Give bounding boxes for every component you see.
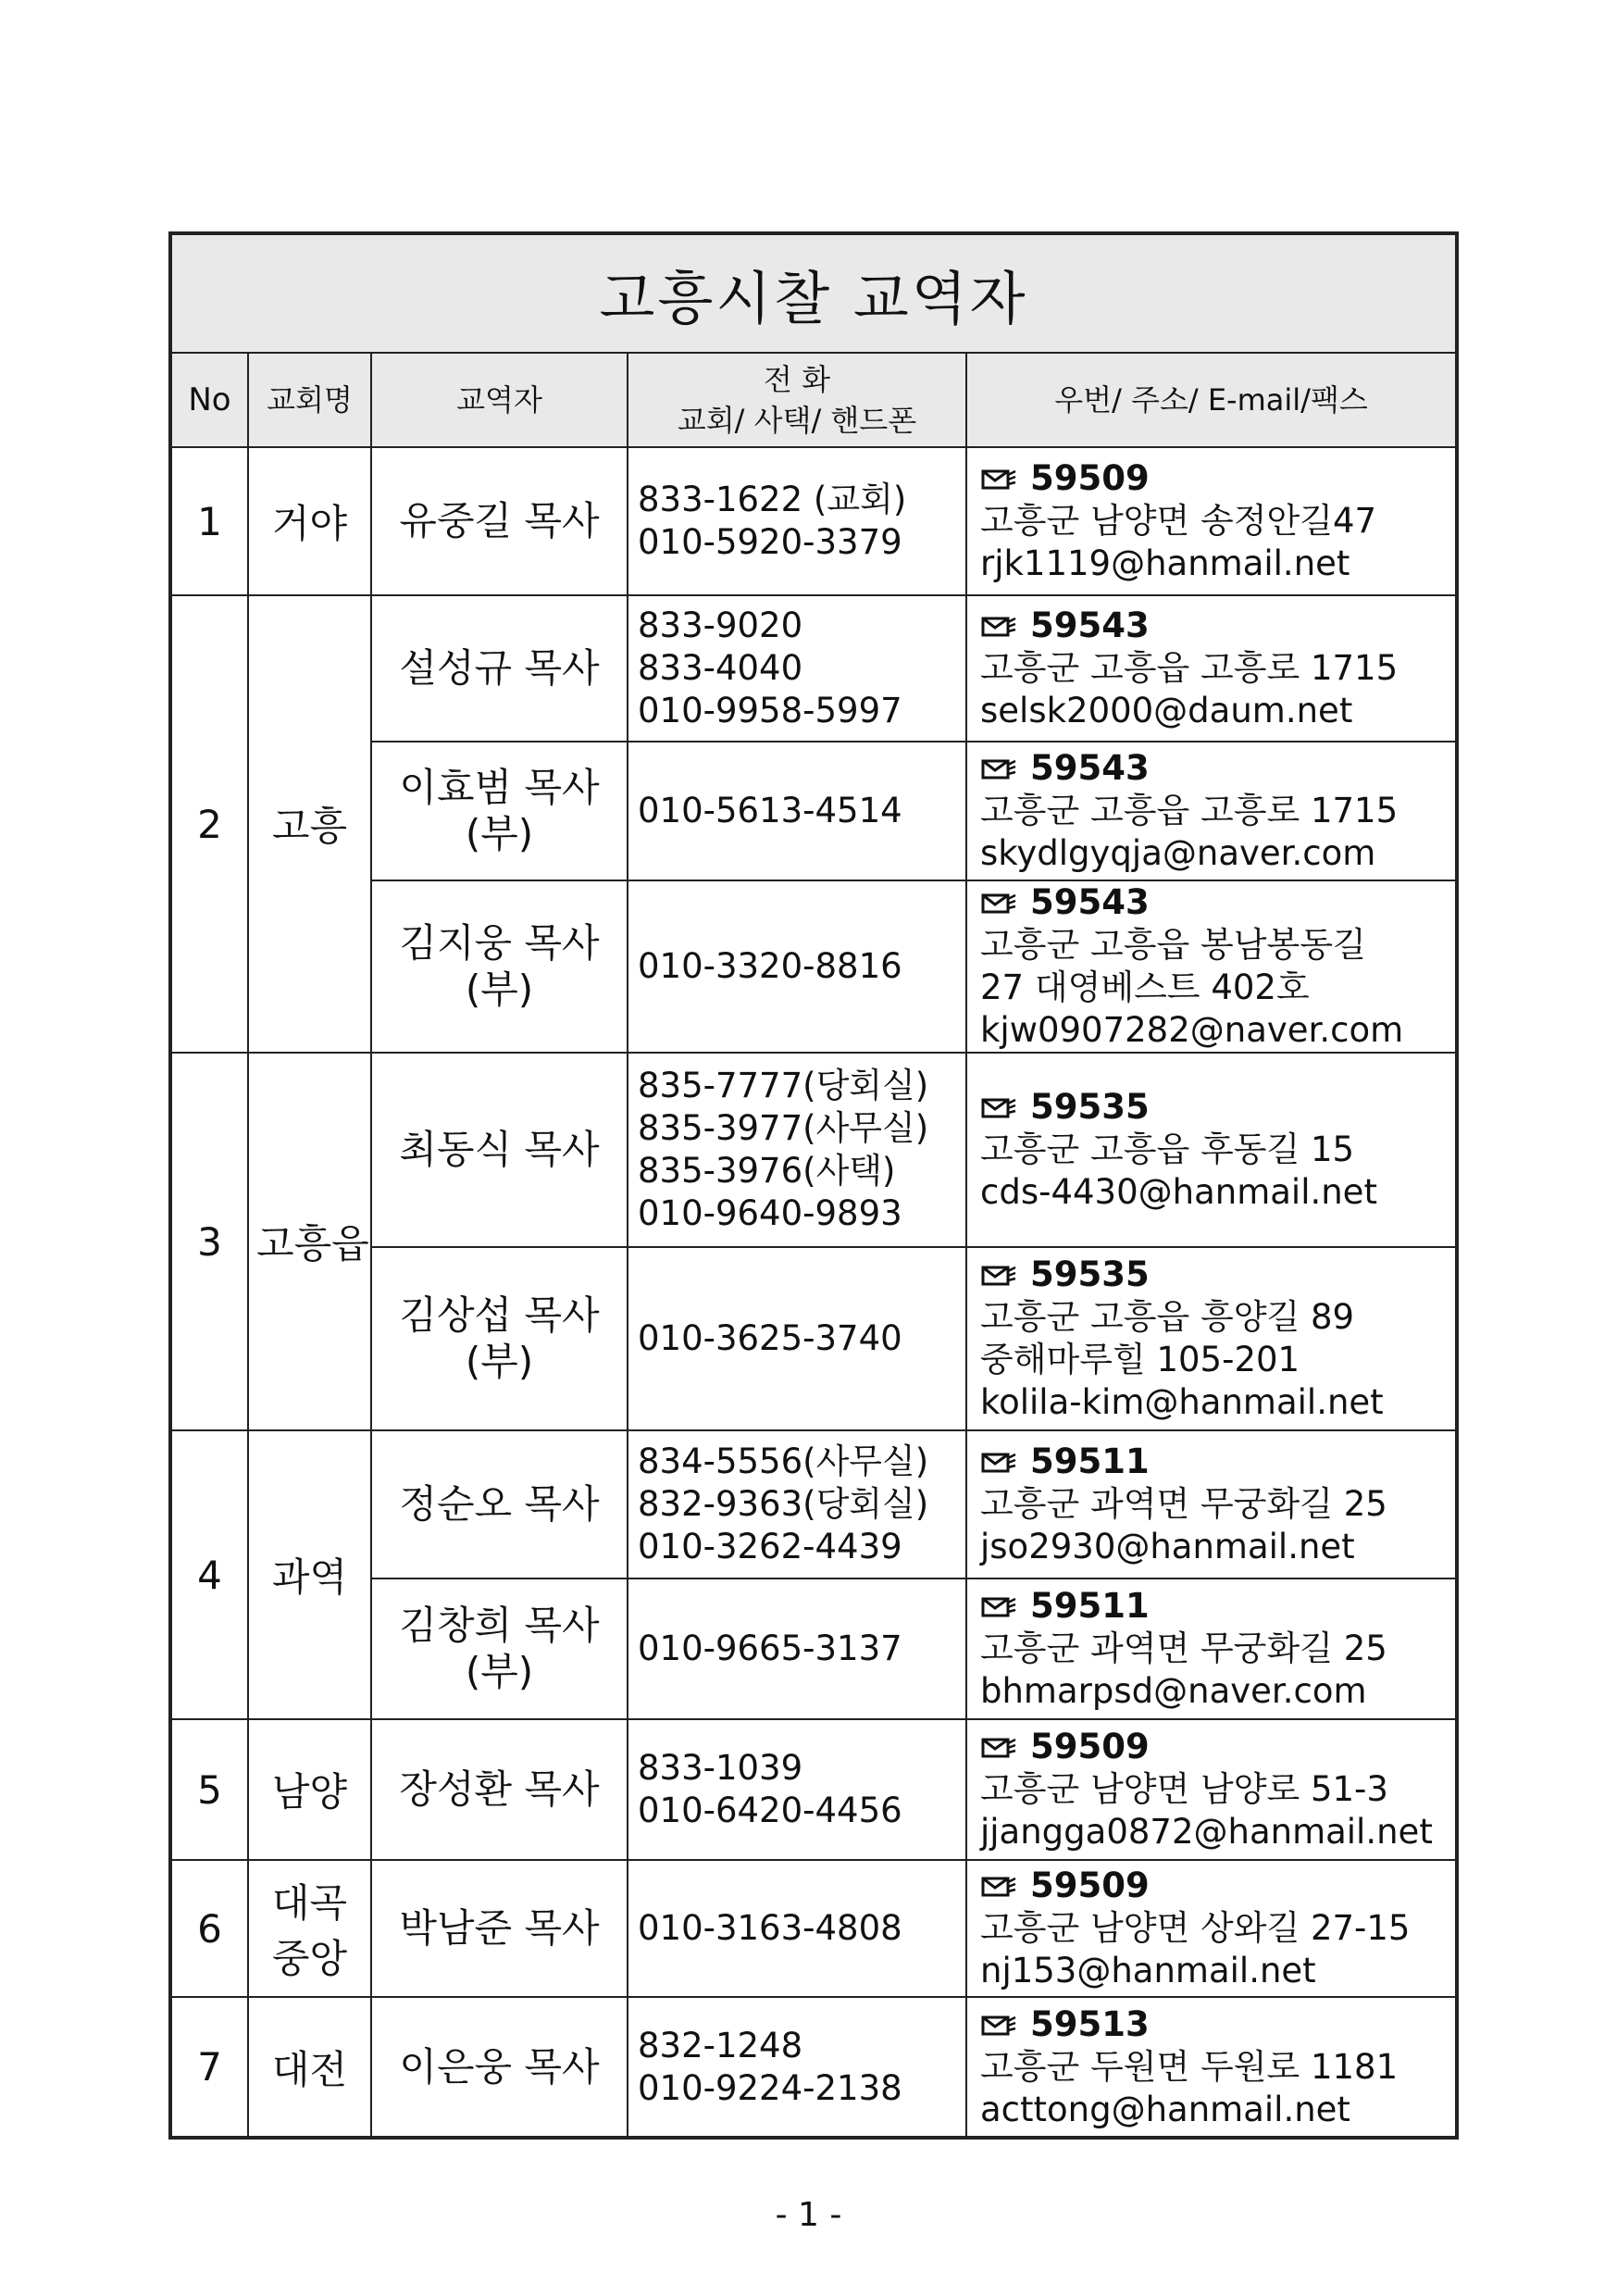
email-address: cds-4430@hanmail.net — [980, 1172, 1377, 1212]
mail-envelope-icon — [980, 615, 1017, 639]
cell-phone — [628, 1719, 966, 1860]
zip-code — [980, 1441, 1448, 1483]
zip-code — [980, 1585, 1448, 1628]
zip-code — [980, 747, 1448, 790]
cell-address — [966, 1719, 1457, 1860]
phone-number: 835-7777(당회실) — [638, 1066, 929, 1105]
zip-code-text: 59509 — [1030, 1727, 1150, 1766]
pastor-roster-table — [168, 231, 1459, 2140]
zip-code — [980, 1086, 1448, 1129]
zip-code-text: 59509 — [1030, 458, 1150, 498]
phone-number: 833-4040 — [638, 648, 803, 688]
cell-no: 3 — [170, 1053, 248, 1430]
email-address: jjangga0872@hanmail.net — [980, 1812, 1433, 1852]
table-row — [170, 595, 1457, 742]
header-church: 교회명 — [248, 353, 371, 447]
zip-code-text: 59509 — [1030, 1866, 1150, 1905]
mail-envelope-icon — [980, 757, 1017, 781]
phone-number: 010-3320-8816 — [638, 946, 902, 986]
cell-church — [248, 1719, 371, 1860]
cell-pastor — [371, 1430, 628, 1578]
phone-number: 835-3977(사무실) — [638, 1108, 929, 1148]
phone-number: 010-3163-4808 — [638, 1908, 902, 1948]
cell-pastor — [371, 742, 628, 880]
mail-envelope-icon — [980, 2014, 1017, 2038]
cell-pastor — [371, 880, 628, 1053]
zip-code — [980, 1726, 1448, 1768]
zip-code-text: 59511 — [1030, 1586, 1150, 1626]
address-line: 고흥군 고흥읍 흥양길 89 — [980, 1297, 1355, 1337]
cell-church — [248, 1053, 371, 1430]
table-row — [170, 1860, 1457, 1997]
cell-pastor — [371, 1860, 628, 1997]
cell-pastor — [371, 1997, 628, 2138]
address-line: 고흥군 과역면 무궁화길 25 — [980, 1628, 1387, 1668]
header-phone — [628, 353, 966, 447]
cell-pastor — [371, 447, 628, 595]
cell-phone — [628, 447, 966, 595]
email-address: selsk2000@daum.net — [980, 691, 1353, 730]
address-line: 고흥군 고흥읍 후동길 15 — [980, 1129, 1355, 1169]
phone-number: 833-1622 (교회) — [638, 480, 907, 519]
zip-code — [980, 605, 1448, 647]
email-address: bhmarpsd@naver.com — [980, 1671, 1367, 1711]
header-no: No — [170, 353, 248, 447]
pastor-name-line: 장성환 목사 — [399, 1766, 600, 1812]
mail-envelope-icon — [980, 892, 1017, 916]
cell-pastor — [371, 595, 628, 742]
cell-phone — [628, 1430, 966, 1578]
zip-code — [980, 2003, 1448, 2046]
email-address: jso2930@hanmail.net — [980, 1527, 1355, 1566]
phone-number: 010-9958-5997 — [638, 691, 902, 730]
cell-address — [966, 447, 1457, 595]
cell-phone — [628, 1860, 966, 1997]
table-title: 고흥시찰 교역자 — [170, 233, 1457, 353]
zip-code — [980, 1865, 1448, 1907]
pastor-name-line: (부) — [465, 1339, 534, 1384]
cell-no: 6 — [170, 1860, 248, 1997]
address-line: 고흥군 남양면 남양로 51-3 — [980, 1769, 1388, 1809]
cell-phone — [628, 742, 966, 880]
church-name-line: 고흥읍 — [256, 1221, 369, 1267]
church-name-line: 남양 — [271, 1769, 348, 1815]
cell-phone — [628, 880, 966, 1053]
cell-no: 4 — [170, 1430, 248, 1719]
pastor-name-line: 설성규 목사 — [399, 645, 600, 691]
zip-code-text: 59535 — [1030, 1087, 1150, 1127]
mail-envelope-icon — [980, 468, 1017, 492]
cell-address — [966, 742, 1457, 880]
mail-envelope-icon — [980, 1096, 1017, 1120]
phone-number: 010-6420-4456 — [638, 1791, 902, 1830]
cell-no: 5 — [170, 1719, 248, 1860]
address-line: 고흥군 고흥읍 고흥로 1715 — [980, 791, 1399, 830]
cell-phone — [628, 595, 966, 742]
phone-number: 834-5556(사무실) — [638, 1441, 929, 1481]
address-line: 고흥군 고흥읍 봉남봉동길 — [980, 925, 1366, 965]
mail-envelope-icon — [980, 1264, 1017, 1288]
pastor-name-line: 최동식 목사 — [399, 1127, 600, 1172]
phone-number: 010-5920-3379 — [638, 522, 902, 562]
pastor-name-line: 김창희 목사 — [399, 1603, 600, 1648]
phone-number: 833-1039 — [638, 1748, 803, 1788]
cell-address — [966, 595, 1457, 742]
email-address: kolila-kim@hanmail.net — [980, 1382, 1384, 1422]
church-name-line: 거야 — [271, 501, 348, 546]
table-row — [170, 1719, 1457, 1860]
header-phone-bottom: 교회/ 사택/ 핸드폰 — [677, 403, 917, 438]
zip-code — [980, 881, 1448, 924]
cell-pastor — [371, 1053, 628, 1247]
zip-code — [980, 1254, 1448, 1296]
church-name-line: 대전 — [271, 2046, 348, 2092]
table-row — [170, 1053, 1457, 1247]
zip-code-text: 59513 — [1030, 2003, 1150, 2044]
header-phone-top: 전 화 — [764, 362, 830, 397]
email-address: nj153@hanmail.net — [980, 1951, 1316, 1990]
pastor-name-line: 정순오 목사 — [399, 1481, 600, 1527]
table-row — [170, 1997, 1457, 2138]
header-pastor: 교역자 — [371, 353, 628, 447]
zip-code-text: 59543 — [1030, 748, 1150, 788]
cell-phone — [628, 1997, 966, 2138]
phone-number: 010-9665-3137 — [638, 1628, 902, 1668]
mail-envelope-icon — [980, 1451, 1017, 1475]
address-line: 고흥군 남양면 상와길 27-15 — [980, 1908, 1411, 1948]
header-row — [170, 353, 1457, 447]
phone-number: 835-3976(사택) — [638, 1151, 896, 1191]
email-address: kjw0907282@naver.com — [980, 1010, 1404, 1050]
cell-pastor — [371, 1719, 628, 1860]
address-line: 중해마루힐 105-201 — [980, 1340, 1300, 1379]
address-line: 고흥군 과역면 무궁화길 25 — [980, 1484, 1387, 1524]
pastor-name-line: 김지웅 목사 — [399, 920, 600, 966]
mail-envelope-icon — [980, 1875, 1017, 1899]
church-name-line: 대곡 — [271, 1880, 348, 1926]
pastor-name-line: 유중길 목사 — [399, 498, 600, 543]
zip-code-text: 59543 — [1030, 882, 1150, 922]
pastor-name-line: 김상섭 목사 — [399, 1292, 600, 1338]
cell-address — [966, 1997, 1457, 2138]
zip-code — [980, 457, 1448, 500]
pastor-name-line: 이효범 목사 — [399, 765, 600, 810]
roster-body — [170, 447, 1457, 2138]
zip-code-text: 59511 — [1030, 1441, 1150, 1481]
cell-no: 2 — [170, 595, 248, 1053]
cell-church — [248, 1430, 371, 1719]
cell-address — [966, 1247, 1457, 1430]
page-number: - 1 - — [775, 2196, 842, 2234]
cell-church — [248, 1997, 371, 2138]
phone-number: 010-9224-2138 — [638, 2067, 902, 2108]
email-address: skydlgyqja@naver.com — [980, 833, 1376, 873]
cell-address — [966, 1860, 1457, 1997]
mail-envelope-icon — [980, 1595, 1017, 1619]
address-line: 고흥군 두원면 두원로 1181 — [980, 2046, 1399, 2087]
cell-pastor — [371, 1578, 628, 1719]
phone-number: 010-5613-4514 — [638, 791, 902, 830]
email-address: acttong@hanmail.net — [980, 2089, 1350, 2129]
phone-number: 010-3625-3740 — [638, 1318, 902, 1358]
church-name-line: 과역 — [271, 1554, 348, 1600]
phone-number: 832-9363(당회실) — [638, 1484, 929, 1524]
cell-church — [248, 1860, 371, 1997]
cell-address — [966, 880, 1457, 1053]
cell-no: 1 — [170, 447, 248, 595]
phone-number: 833-9020 — [638, 605, 803, 645]
pastor-name-line: (부) — [465, 1649, 534, 1694]
phone-number: 832-1248 — [638, 2025, 803, 2065]
cell-no: 7 — [170, 1997, 248, 2138]
header-address: 우번/ 주소/ E-mail/팩스 — [966, 353, 1457, 447]
table-row — [170, 1430, 1457, 1578]
address-line: 27 대영베스트 402호 — [980, 967, 1310, 1007]
church-name-line: 고흥 — [271, 804, 348, 849]
cell-church — [248, 447, 371, 595]
cell-address — [966, 1578, 1457, 1719]
table-row — [170, 447, 1457, 595]
phone-number: 010-3262-4439 — [638, 1527, 902, 1566]
cell-phone — [628, 1247, 966, 1430]
pastor-name-line: (부) — [465, 967, 534, 1012]
cell-address — [966, 1053, 1457, 1247]
zip-code-text: 59535 — [1030, 1254, 1150, 1294]
cell-address — [966, 1430, 1457, 1578]
address-line: 고흥군 남양면 송정안길47 — [980, 501, 1377, 541]
cell-phone — [628, 1578, 966, 1719]
pastor-name-line: 박남준 목사 — [399, 1905, 600, 1951]
phone-number: 010-9640-9893 — [638, 1193, 902, 1233]
email-address: rjk1119@hanmail.net — [980, 543, 1350, 583]
cell-pastor — [371, 1247, 628, 1430]
cell-phone — [628, 1053, 966, 1247]
pastor-name-line: 이은웅 목사 — [399, 2043, 600, 2090]
zip-code-text: 59543 — [1030, 605, 1150, 645]
mail-envelope-icon — [980, 1736, 1017, 1760]
pastor-name-line: (부) — [465, 811, 534, 856]
cell-church — [248, 595, 371, 1053]
church-name-line: 중앙 — [271, 1936, 348, 1981]
address-line: 고흥군 고흥읍 고흥로 1715 — [980, 648, 1399, 688]
